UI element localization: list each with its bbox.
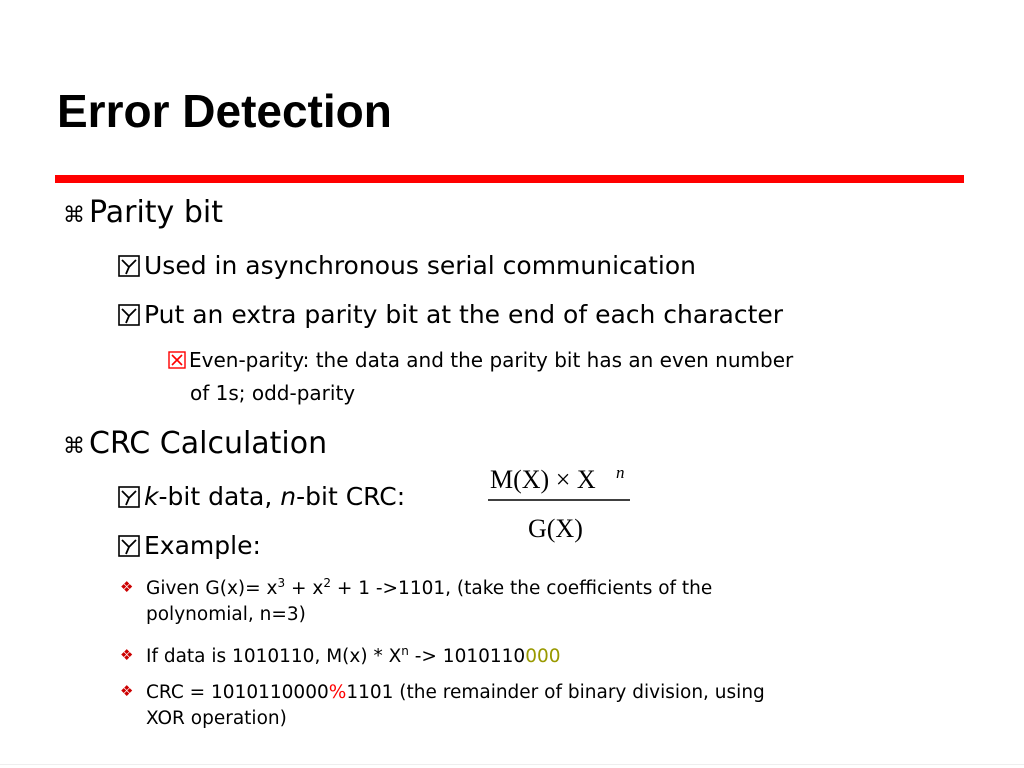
even-parity-line-2 (190, 381, 355, 405)
checkbox-check-icon (118, 304, 140, 326)
crc-b: 1101 (the remainder of binary division, using (346, 682, 765, 703)
bullet-kbit (118, 482, 405, 512)
formula-exponent: n (616, 463, 625, 482)
checkbox-check-icon (118, 486, 140, 508)
even-parity-text-2: of 1s; odd-parity (190, 381, 356, 405)
bullet-given (120, 576, 712, 600)
slide-title: Error Detection (57, 85, 392, 137)
command-key-icon: ⌘ (63, 203, 85, 228)
title-underline (55, 175, 964, 183)
checkbox-check-icon (118, 535, 140, 557)
command-key-icon: ⌘ (63, 434, 85, 459)
given-b: + x (285, 578, 324, 599)
diamond-bullet-icon: ❖ (120, 646, 134, 664)
ifdata-b: -> 1010110 (408, 646, 526, 667)
crc-a: CRC = 1010110000 (146, 682, 329, 703)
given-exp-3: 3 (277, 576, 286, 590)
bullet-crc (63, 427, 327, 464)
bullet-example (118, 531, 261, 561)
example-text: Example: (144, 531, 261, 560)
bullet-async (118, 251, 696, 281)
diamond-bullet-icon: ❖ (120, 578, 134, 596)
async-text: Used in asynchronous serial communication (144, 251, 696, 280)
crc-line-2 (146, 708, 287, 730)
extra-parity-text: Put an extra parity bit at the end of each character (144, 300, 784, 329)
crc-line-2-text: XOR operation) (146, 708, 287, 729)
even-parity-text-1: Even-parity: the data and the parity bit has an even number (189, 348, 794, 372)
checkbox-check-icon (118, 255, 140, 277)
given-line-2-text: polynomial, n=3) (146, 604, 306, 625)
bullet-crc-result (120, 680, 765, 704)
given-c: + 1 ->1101, (take the coefficients of the (330, 578, 713, 599)
crc-formula (488, 462, 633, 548)
ifdata-exp: n (401, 644, 409, 658)
given-line-2 (146, 604, 306, 626)
formula-numerator: M(X) × X (490, 465, 596, 494)
bullet-if-data (120, 644, 561, 668)
k-variable: k (144, 482, 159, 511)
parity-heading: Parity bit (89, 195, 223, 230)
modulo-symbol: % (328, 682, 347, 703)
given-a: Given G(x)= x (146, 578, 278, 599)
kbit-mid: -bit data, (158, 482, 281, 511)
bullet-even-parity (168, 348, 793, 372)
appended-zeros: 000 (525, 646, 561, 667)
n-variable: n (280, 482, 297, 511)
slide-bottom-edge (0, 764, 1024, 765)
bullet-extra-parity (118, 300, 783, 330)
given-exp-2: 2 (323, 576, 331, 590)
ifdata-a: If data is 1010110, M(x) * X (146, 646, 402, 667)
bullet-parity-bit (63, 196, 223, 233)
diamond-bullet-icon: ❖ (120, 682, 134, 700)
crc-heading: CRC Calculation (89, 426, 328, 461)
checkbox-x-icon (168, 351, 186, 369)
formula-denominator: G(X) (528, 514, 583, 543)
kbit-end: -bit CRC: (296, 482, 406, 511)
